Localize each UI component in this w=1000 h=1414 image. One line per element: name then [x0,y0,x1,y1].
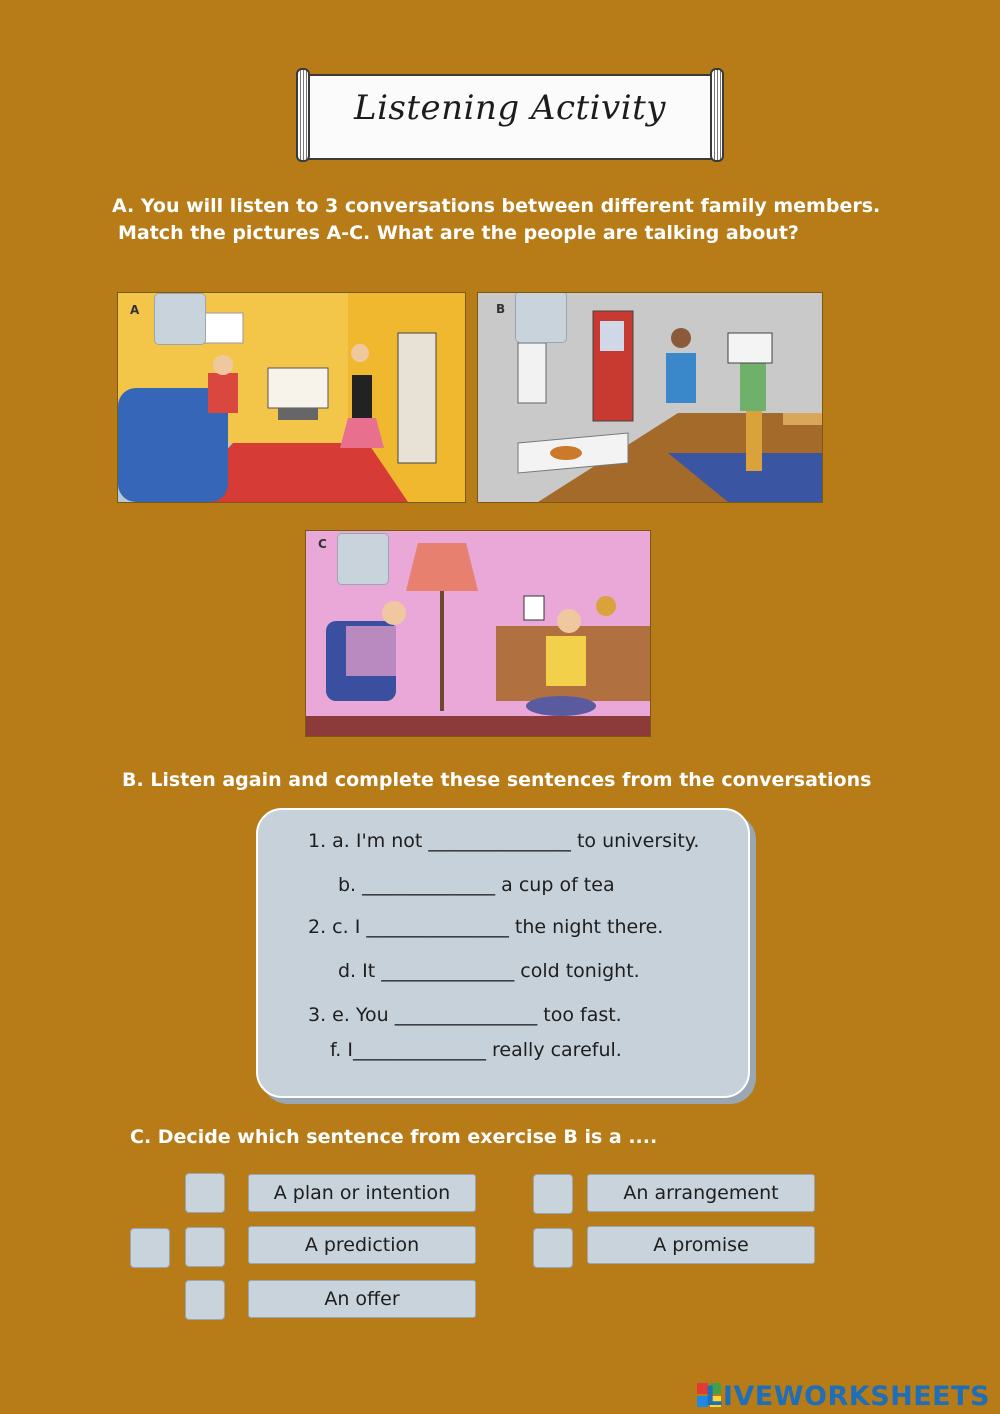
picture-b-letter: B [496,302,506,316]
drop-target-3[interactable] [130,1228,170,1268]
drop-target-6[interactable] [185,1280,225,1320]
picture-c-letter: C [318,537,327,551]
sentence-1b: b. ______________ a cup of tea [338,874,615,896]
drop-target-4[interactable] [185,1227,225,1267]
section-a-line1: A. You will listen to 3 conversations between different family members. [112,195,881,217]
picture-c [305,530,651,737]
option-promise[interactable]: A promise [587,1226,815,1264]
sentence-3f: f. I______________ really careful. [330,1039,622,1061]
section-a-line2: Match the pictures A-C. What are the people are talking about? [118,222,799,244]
picture-a-answer-box[interactable] [154,293,206,345]
sentence-2d: d. It ______________ cold tonight. [338,960,640,982]
drop-target-5[interactable] [533,1228,573,1268]
drop-target-1[interactable] [185,1173,225,1213]
title-banner [296,68,724,162]
picture-c-answer-box[interactable] [337,533,389,585]
page-title: Listening Activity [353,88,666,128]
brand-wordmark: LIVEWORKSHEETS [705,1381,990,1412]
option-arrangement[interactable]: An arrangement [587,1174,815,1212]
sentence-1a: 1. a. I'm not _______________ to university. [308,830,700,852]
option-plan-or-intention[interactable]: A plan or intention [248,1174,476,1212]
picture-a-letter: A [130,303,140,317]
section-b-heading: B. Listen again and complete these sentences from the conversations [122,769,872,791]
drop-target-2[interactable] [533,1174,573,1214]
sentence-2c: 2. c. I _______________ the night there. [308,916,664,938]
picture-b-answer-box[interactable] [515,292,567,343]
picture-a [117,292,466,503]
option-prediction[interactable]: A prediction [248,1226,476,1264]
option-offer[interactable]: An offer [248,1280,476,1318]
picture-b [477,292,823,503]
sentence-3e: 3. e. You _______________ too fast. [308,1004,622,1026]
section-c-heading: C. Decide which sentence from exercise B is a .... [130,1126,658,1148]
